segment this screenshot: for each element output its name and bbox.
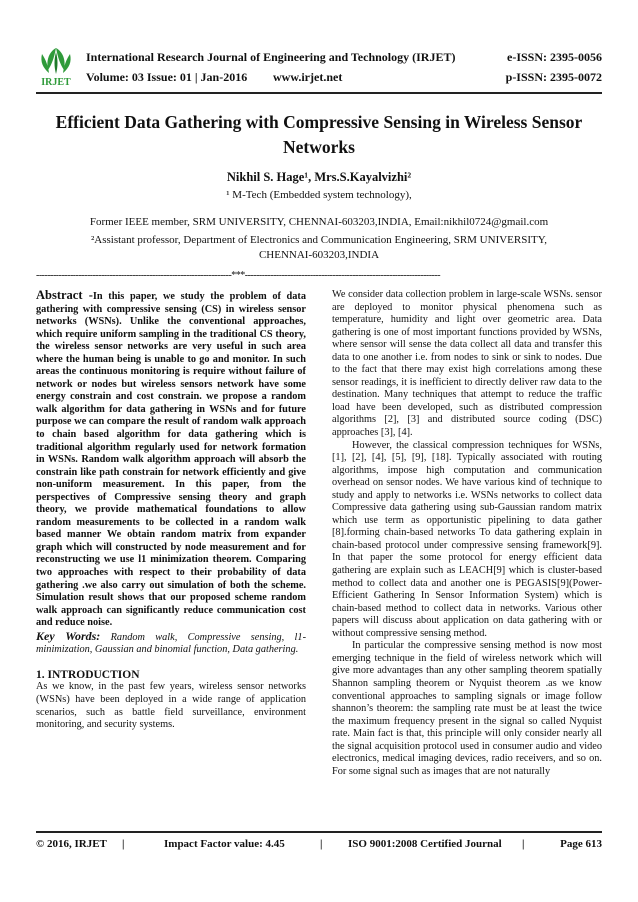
section-separator: ---------------------------------------------------------------------***---------------------------------------------------------------------	[36, 270, 441, 281]
keywords-text: Random walk, Compressive sensing, l1-minimization, Gaussian and binomial function, Data gathering.	[36, 631, 306, 656]
affiliation-2-details: CHENNAI-603203,INDIA	[258, 249, 380, 261]
footer-sep-3: |	[522, 838, 525, 850]
body-paragraph-3: In particular the compressive sensing method is now most emerging technique in the field of wireless network which will give more advantages than any other sampling theorem spatially Shannon sampling theorem or Nyquist theorem .as we know conventional approaches to sampling signals or image follow shannon’s theorem: the sampling rate must be at least the twice the maximum frequency present in the signal so called Nyquist rate. Main fact is that, this principle will only consider nearly all the signal acquisition protocol used in consumer audio and video electronics, medical imaging devices, radio receivers, and so on. For some signal such as images that are not naturally	[332, 640, 602, 777]
footer-sep-1: |	[122, 838, 125, 850]
intro-paragraph-1: As we know, in the past few years, wireless sensor networks (WSNs) have been deployed in a wide range of application scenarios, such as battle field surveillance, environment monitoring, and security systems.	[36, 681, 306, 731]
journal-website: www.irjet.net	[273, 70, 343, 84]
pissn: p-ISSN: 2395-0072	[505, 70, 602, 84]
svg-text:IRJET: IRJET	[41, 77, 71, 88]
affiliation-2: ²Assistant professor, Department of Electronics and Communication Engineering, SRM UNIVERSITY,	[90, 234, 548, 246]
volume-issue: Volume: 03 Issue: 01 | Jan-2016	[86, 70, 248, 84]
journal-name: International Research Journal of Engineering and Technology (IRJET)	[86, 50, 456, 64]
left-column	[36, 289, 306, 732]
keywords-label: Key Words:	[36, 628, 101, 643]
abstract-text: In this paper, we study the problem of data gathering with compressive sensing (CS) in wireless sensor networks (WSNs). Unlike the conventional approaches, which require uniform sampling in the traditional CS theory, the wireless sensor networks are very useful in such area where the human being is unable to go and monitor. In such areas the continuous monitoring is require without failure of network or nodes but wireless sensors network have some energy constrain and cost constrain. we propose a random walk algorithm for data gathering in WSNs and for future purpose we can compare the result of random walk approach to chain based algorithm for data gathering which is traditional algorithm regularly used for network formation in WSNs. Random walk algorithm approach will absorb the constrain like path constrain for network efficiently and give non-uniform measurement. In this paper, from the perspectives of Compressive sensing theory and graph theory, we provide mathematical foundations to allow random measurements to be collected in a random walk based manner We obtain random matrix from expander graph which will constructed by node measurement and for reconstructing we use l1 minimization theorem. Comparing two approaches with respect to their probability of data gathering .we also carry out simulation of both the scheme. Simulation result shows that our proposed scheme random walk approach can significantly reduce communication cost and reduce noise.	[36, 291, 306, 629]
affiliation-1: ¹ M-Tech (Embedded system technology),	[226, 189, 412, 201]
body-paragraph-1: We consider data collection problem in large-scale WSNs. sensor are deployed to monitor physical phenomena such as temperature, humidity and light over geometric area. Data gathering is one of most important functions provided by WSNs, where sensor will sense the data collect all data and transfer this data to one another i.e. from nodes to sink or sink to nodes. Due to the fact that there may exist high correlations among these sensor readings, it is inefficient to directly deliver raw data to the destination. Many techniques that attempt to reduce the traffic load have been developed, such as distributed compression algorithms [2], [3] and distributed source coding (DSC) approaches [3], [4].	[332, 289, 602, 439]
abstract-label: Abstract -	[36, 288, 93, 302]
footer-copyright: © 2016, IRJET	[36, 838, 107, 850]
abstract	[36, 289, 306, 630]
irjet-logo	[36, 46, 76, 88]
authors: Nikhil S. Hage¹, Mrs.S.Kayalvizhi²	[226, 170, 412, 184]
keywords	[36, 630, 306, 657]
footer-sep-2: |	[320, 838, 323, 850]
footer-iso: ISO 9001:2008 Certified Journal	[348, 838, 502, 850]
body-paragraph-2: However, the classical compression techniques for WSNs, [1], [2], [4], [5], [9], [18]. Typically associated with routing algorithms, impose high computation and communication overhead on sensor nodes. We have various kind of technique to study and apply to networks i.e. WSNs networks to collect data Compressive data gathering using sub-Gaussian random matrix which use term as opportunistic pipelining to data gather [8].forming chain-based networks To data gathering explain in chain-based protocol under compressive sensing framework[9]. In that paper the some protocol for energy efficient data gathering are explain such as LEACH[9] which is cluster-based method to collect data and another one is PEGASIS[9](Power-Efficient Gathering In Sensor Information System) which is chain-based method to collect data in networks. Various other papers will discuss about application on data gathering with or without compressive sensing method.	[332, 439, 602, 639]
section-heading-introduction: 1. INTRODUCTION	[36, 668, 140, 681]
footer-divider	[36, 831, 602, 833]
header-divider	[36, 92, 602, 94]
eissn: e-ISSN: 2395-0056	[507, 50, 602, 64]
journal-header	[36, 46, 602, 90]
footer-page-number: Page 613	[560, 838, 602, 850]
paper-title: Efficient Data Gathering with Compressive Sensing in Wireless Sensor Networks	[55, 112, 583, 157]
right-column	[332, 289, 602, 778]
affiliation-1-details: Former IEEE member, SRM UNIVERSITY, CHENNAI-603203,INDIA, Email:nikhil0724@gmail.com	[89, 216, 549, 228]
footer-impact-factor: Impact Factor value: 4.45	[164, 838, 285, 850]
